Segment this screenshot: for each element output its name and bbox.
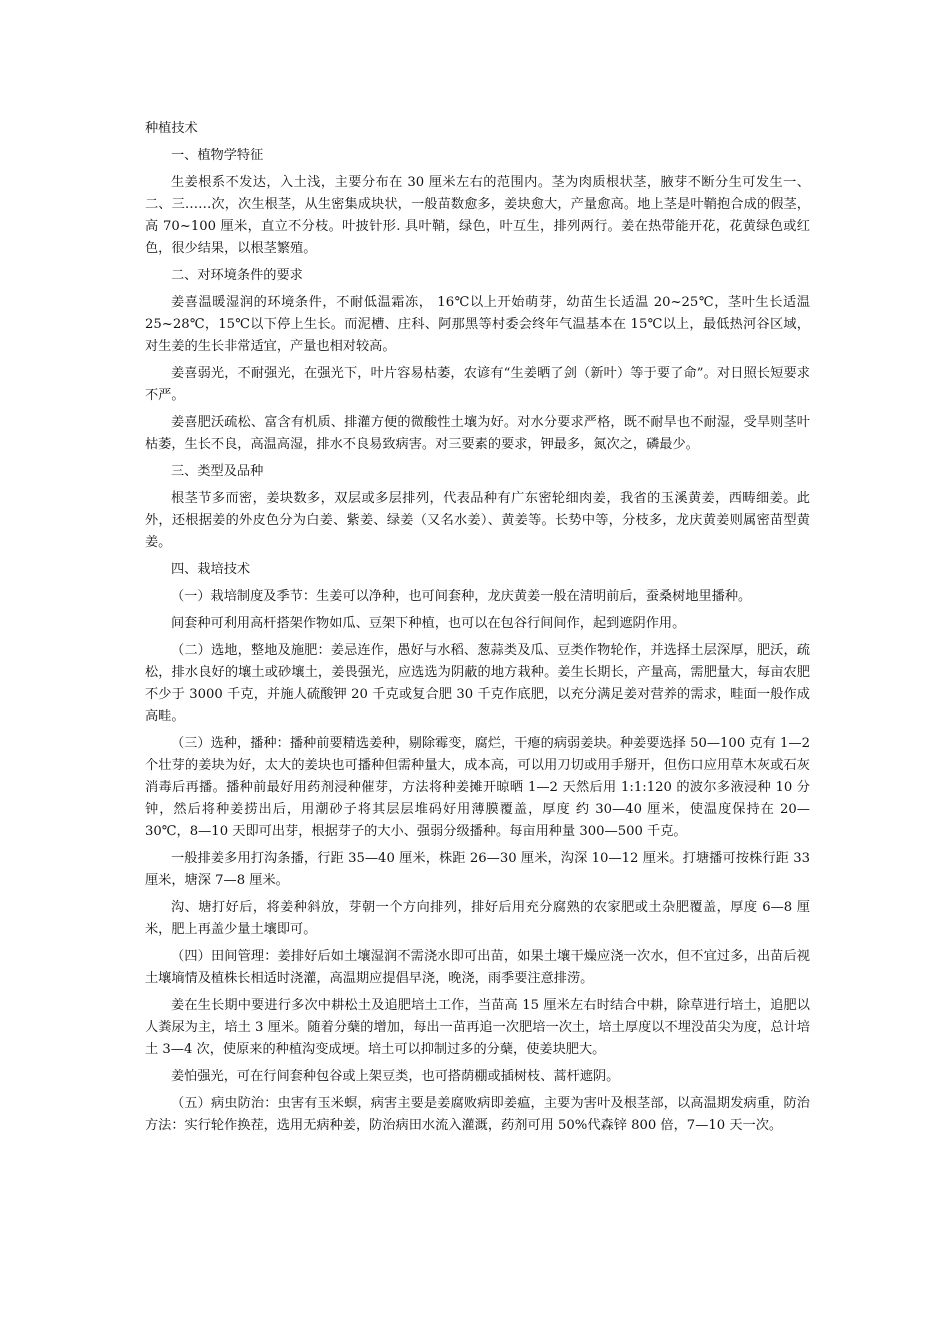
paragraph-pest-control: （五）病虫防治：虫害有玉米螟，病害主要是姜腐败病即姜瘟，主要为害叶及根茎部，以高温期发病重，防治方法：实行轮作换茬，选用无病种姜，防治病田水流入灌溉，药剂可用 50%代森锌 800 倍，7—10 天一次。 (145, 1096, 810, 1133)
paragraph-seed-selection: （三）选种，播种：播种前要精选姜种，剔除霉变，腐烂，干瘪的病弱姜块。种姜要选择 50—100 克有 1—2 个壮芽的姜块为好，太大的姜块也可播种但需种量大，成本高，可以用刀切或用手掰开，但伤口应用草木灰或石灰消毒后再播。播种前最好用药剂浸种催芽，方法将种姜摊开晾晒 1—2 天然后用 1:1:120 的波尔多液浸种 10 分钟，然后将种姜捞出后，用潮砂子将其层层堆码好用薄膜覆盖，厚度 约 30—40 厘米，使温度保持在 20—30℃，8—10 天即可出芽，根据芽子的大小、强弱分级播种。每亩用种量 300—500 千克。 (145, 736, 810, 839)
document-title: 种植技术 (145, 121, 198, 136)
paragraph-planting: 沟、塘打好后，将姜种斜放，芽朝一个方向排列，排好后用充分腐熟的农家肥或土杂肥覆盖，厚度 6—8 厘米，肥上再盖少量土壤即可。 (145, 900, 810, 937)
section-heading-cultivation: 四、栽培技术 (171, 562, 251, 577)
document-page (145, 118, 810, 1142)
paragraph-site-preparation: （二）选地，整地及施肥：姜忌连作，愚好与水稻、葱蒜类及瓜、豆类作物轮作，并选择土层深厚，肥沃，疏松，排水良好的壤土或砂壤土，姜畏强光，应选选为阴蔽的地方栽种。姜生长期长，产量高，需肥量大，每亩农肥不少于 3000 千克，并施人硫酸钾 20 千克或复合肥 30 千克作底肥，以充分满足姜对营养的需求，畦面一般作成高畦。 (145, 643, 810, 724)
paragraph-intercropping: 间套种可利用高杆搭架作物如瓜、豆架下种植，也可以在包谷行间间作，起到遮阴作用。 (171, 616, 686, 631)
paragraph-varieties: 根茎节多而密，姜块数多，双层或多层排列，代表品种有广东密轮细肉姜，我省的玉溪黄姜，西畴细姜。此外，还根据姜的外皮色分为白姜、紫姜、绿姜（又名水姜）、黄姜等。长势中等，分枝多，龙庆黄姜则属密苗型黄姜。 (145, 491, 810, 550)
paragraph-row-spacing: 一般排姜多用打沟条播，行距 35—40 厘米，株距 26—30 厘米，沟深 10—12 厘米。打塘播可按株行距 33 厘米，塘深 7—8 厘米。 (145, 851, 810, 888)
paragraph-temperature: 姜喜温暖湿润的环境条件，不耐低温霜冻， 16℃以上开始萌芽，幼苗生长适温 20~25℃，茎叶生长适温 25~28℃，15℃以下停上生长。而泥槽、庄科、阿那黑等村委会终年气温基本在 15℃以上，最低热河谷区域，对生姜的生长非常适宜，产量也相对较高。 (145, 295, 810, 354)
paragraph-shading: 姜怕强光，可在行间套种包谷或上架豆类，也可搭荫棚或插树枝、蒿杆遮阴。 (171, 1069, 620, 1084)
section-heading-varieties: 三、类型及品种 (171, 464, 264, 479)
paragraph-hilling: 姜在生长期中要进行多次中耕松土及追肥培土工作，当苗高 15 厘米左右时结合中耕，除草进行培土，追肥以人粪尿为主，培土 3 厘米。随着分蘖的增加，每出一苗再追一次肥培一次土，培土厚度以不埋没苗尖为度，总计培土 3—4 次，使原来的种植沟变成埂。培土可以抑制过多的分蘖，使姜块肥大。 (145, 998, 810, 1057)
paragraph-light: 姜喜弱光，不耐强光，在强光下，叶片容易枯萎，农谚有“生姜晒了剑（新叶）等于要了命”。对日照长短要求不严。 (145, 366, 810, 403)
section-heading-environment: 二、对环境条件的要求 (171, 268, 303, 283)
paragraph-botany: 生姜根系不发达，入土浅，主要分布在 30 厘米左右的范围内。茎为肉质根状茎，腋芽不断分生可发生一、二、三……次，次生根茎，从生密集成块状，一般苗数愈多，姜块愈大，产量愈高。地上茎是叶鞘抱合成的假茎，高 70~100 厘米，直立不分枝。叶披针形. 具叶鞘，绿色，叶互生，排列两行。姜在热带能开花，花黄绿色或红色，很少结果，以根茎繁殖。 (145, 175, 810, 256)
paragraph-soil: 姜喜肥沃疏松、富含有机质、排灌方便的微酸性土壤为好。对水分要求严格，既不耐旱也不耐湿，受旱则茎叶枯萎，生长不良，高温高湿，排水不良易致病害。对三要素的要求，钾最多，氮次之，磷最少。 (145, 415, 810, 452)
section-heading-botany: 一、植物学特征 (171, 148, 264, 163)
paragraph-season: （一）栽培制度及季节：生姜可以净种，也可间套种，龙庆黄姜一般在清明前后，蚕桑树地里播种。 (171, 589, 752, 604)
paragraph-field-management: （四）田间管理：姜排好后如土壤湿润不需浇水即可出苗，如果土壤干燥应浇一次水，但不宜过多，出苗后视土壤墒情及植株长相适时浇灌，高温期应提倡早浇，晚浇，雨季要注意排涝。 (145, 949, 810, 986)
